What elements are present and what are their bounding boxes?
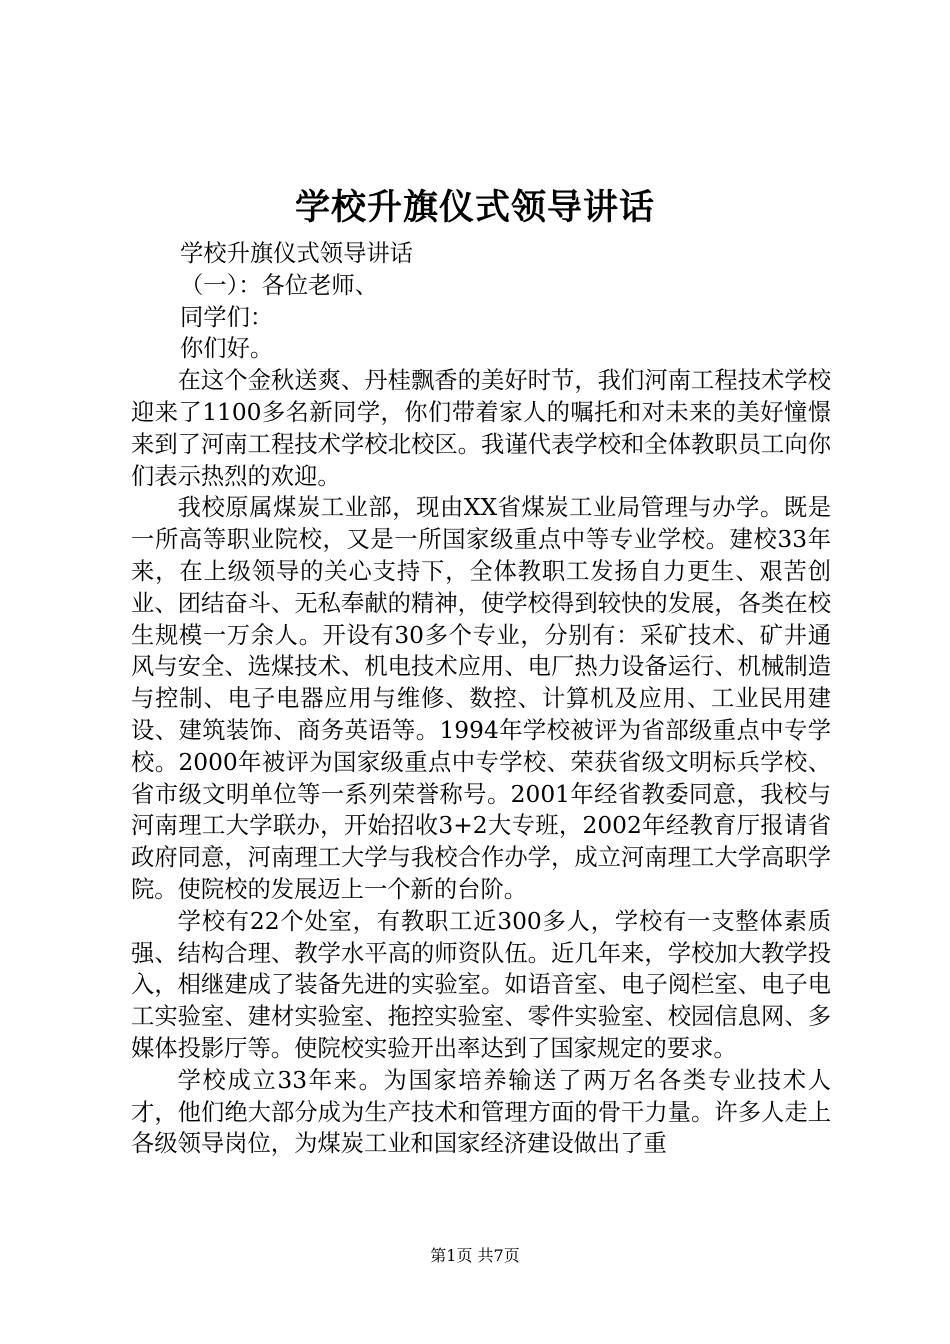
opening-line-greeting: 你们好。 [180, 335, 274, 363]
paragraph-graduates: 学校成立33年来。为国家培养输送了两万名各类专业技术人才，他们绝大部分成为生产技术和管理方面的骨干力量。许多人走上各级领导岗位，为煤炭工业和国家经济建设做出了重 [131, 1066, 831, 1158]
opening-line-title: 学校升旗仪式领导讲话 [180, 240, 413, 267]
opening-line-section: （一）：各位老师、 [180, 271, 379, 299]
paragraph-welcome: 在这个金秋送爽、丹桂飘香的美好时节，我们河南工程技术学校迎来了1100多名新同学，你们带着家人的嘱托和对未来的美好憧憬来到了河南工程技术学校北校区。我谨代表学校和全体教职员工向你们表示热烈的欢迎。 [131, 367, 831, 490]
document-body [131, 238, 831, 1160]
paragraph-school-history: 我校原属煤炭工业部，现由XX省煤炭工业局管理与办学。既是一所高等职业院校，又是一所国家级重点中等专业学校。建校33年来，在上级领导的关心支持下，全体教职工发扬自力更生、艰苦创业、团结奋斗、无私奉献的精神，使学校得到较快的发展，各类在校生规模一万余人。开设有30多个专业，分别有：采矿技术、矿井通风与安全、选煤技术、机电技术应用、电厂热力设备运行、机械制造与控制、电子电器应用与维修、数控、计算机及应用、工业民用建设、建筑装饰、商务英语等。1994年学校被评为省部级重点中专学校。2000年被评为国家级重点中专学校、荣获省级文明标兵学校、省市级文明单位等一系列荣誉称号。2001年经省教委同意，我校与河南理工大学联办，开始招收3+2大专班，2002年经教育厅报请省政府同意，河南理工大学与我校合作办学，成立河南理工大学高职学院。使院校的发展迈上一个新的台阶。 [131, 494, 831, 903]
document-title: 学校升旗仪式领导讲话 [294, 187, 655, 228]
opening-line-students: 同学们： [180, 303, 274, 331]
page-footer: 第1页 共7页 [430, 1246, 520, 1265]
paragraph-faculty-labs: 学校有22个处室，有教职工近300多人，学校有一支整体素质强、结构合理、教学水平高的师资队伍。近几年来，学校加大教学投入，相继建成了装备先进的实验室。如语音室、电子阅栏室、电子电工实验室、建材实验室、拖控实验室、零件实验室、校园信息网、多媒体投影厅等。使院校实验开出率达到了国家规定的要求。 [131, 907, 831, 1062]
